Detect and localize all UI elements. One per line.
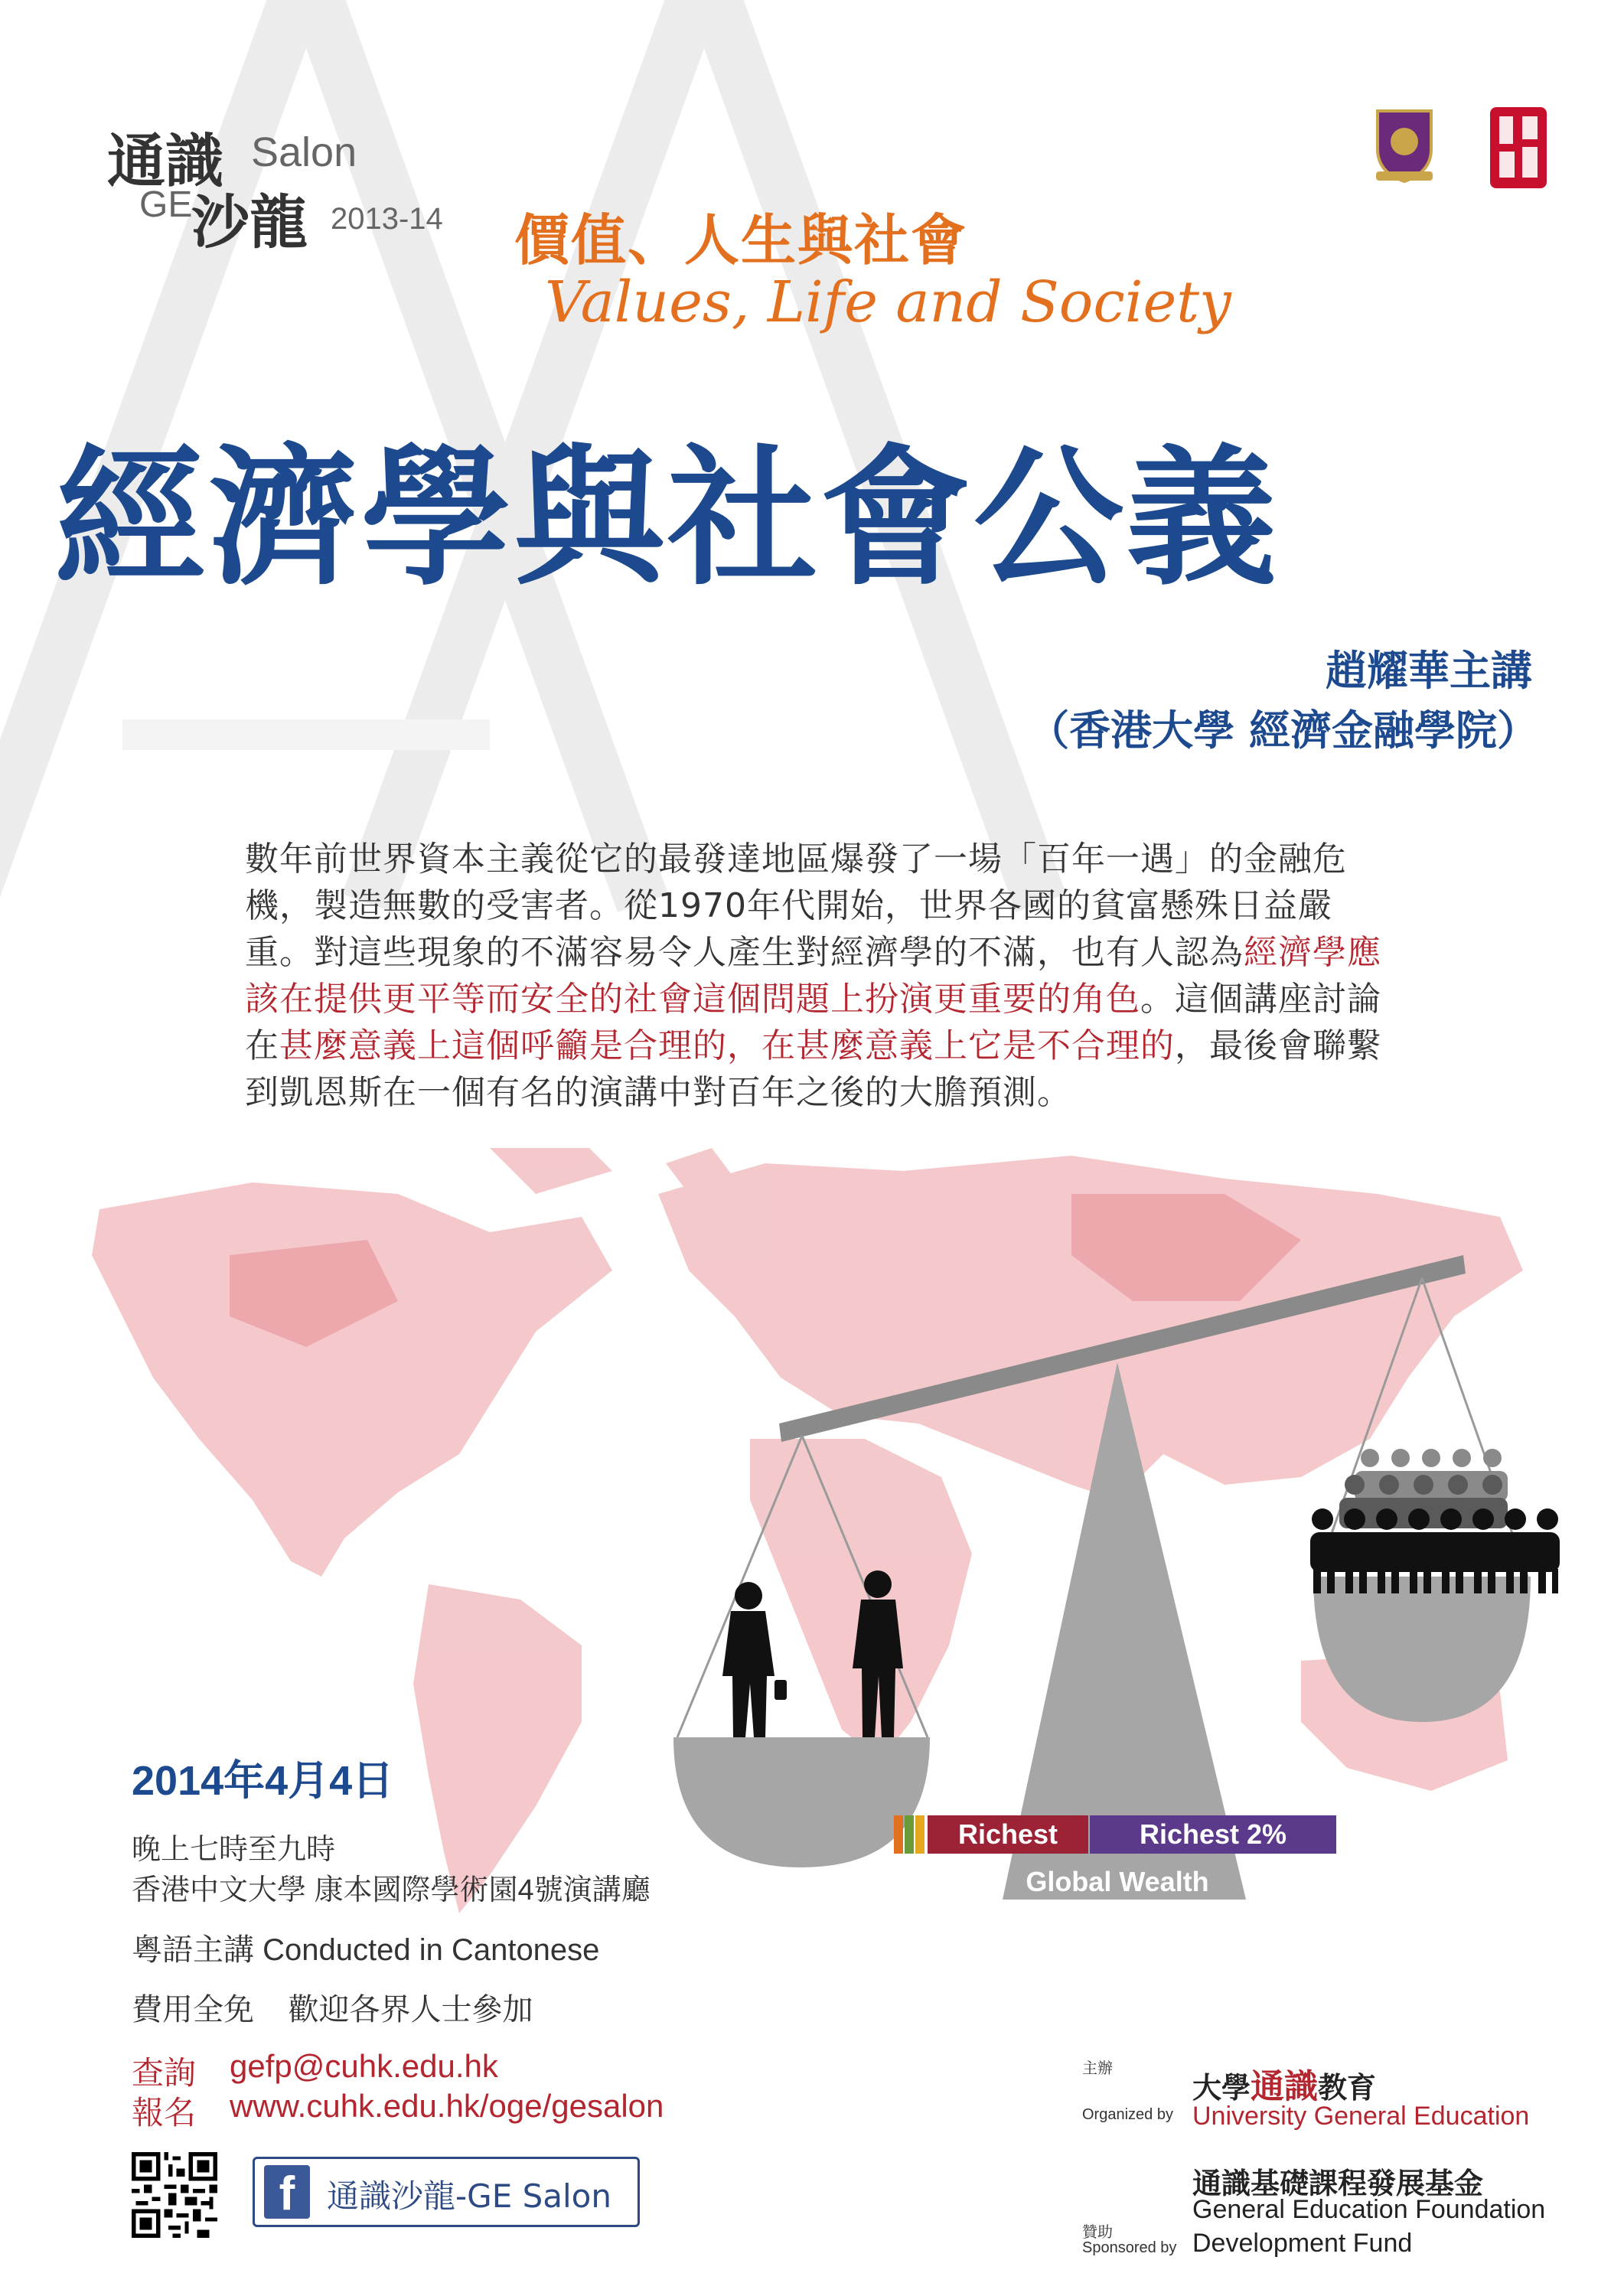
sponsor-name-en-2: Development Fund bbox=[1192, 2229, 1413, 2258]
brand-zh-top: 通識 bbox=[107, 127, 223, 195]
color-stripe bbox=[915, 1815, 925, 1854]
speaker-affiliation: （香港大學 經濟金融學院） bbox=[1028, 706, 1538, 755]
organizer-name-en: University General Education bbox=[1192, 2102, 1530, 2131]
label-richest: Richest bbox=[928, 1815, 1088, 1854]
sponsor-name-en-1: General Education Foundation bbox=[1192, 2195, 1546, 2224]
label-global-wealth: Global Wealth bbox=[1026, 1866, 1209, 1897]
seal-stamp-icon bbox=[1489, 106, 1548, 190]
sponsored-by-zh: 贊助 bbox=[1082, 2224, 1113, 2241]
organizer-zh-3: 教育 bbox=[1318, 2071, 1377, 2105]
series-title-zh: 價值、人生與社會 bbox=[514, 207, 968, 272]
brand-salon: Salon bbox=[251, 129, 357, 175]
organized-by-en: Organized by bbox=[1082, 2106, 1173, 2123]
crowd-figures bbox=[1310, 1449, 1560, 1593]
color-stripe bbox=[894, 1815, 903, 1854]
organizer-name-zh bbox=[1192, 2059, 1376, 2108]
facebook-page-link[interactable] bbox=[253, 2157, 640, 2227]
series-title-en: Values, Life and Society bbox=[545, 269, 1231, 335]
intro-text-1: 數年前世界資本主義從它的最發達地區爆發了一場「百年一遇」的金融危機，製造無數的受害者。從1970年代開始，世界各國的貧富懸殊日益嚴重。對這些現象的不滿容易令人產生對經濟學的不滿，也有人認為 bbox=[245, 840, 1347, 972]
sponsored-by-en: Sponsored by bbox=[1082, 2239, 1177, 2256]
enquiry-email-link[interactable]: gefp@cuhk.edu.hk bbox=[230, 2048, 498, 2084]
event-fee: 費用全免 歡迎各界人士參加 bbox=[132, 1993, 533, 2027]
intro-highlight-2: 甚麼意義上這個呼籲是合理的，在甚麼意義上它是不合理的 bbox=[279, 1026, 1175, 1065]
university-crest-icon bbox=[1370, 107, 1439, 184]
brand-year: 2013-14 bbox=[331, 202, 443, 236]
sponsor-name-zh: 通識基礎課程發展基金 bbox=[1192, 2167, 1484, 2200]
organized-by-zh: 主辦 bbox=[1082, 2060, 1113, 2077]
brand-zh-bottom: 沙龍 bbox=[191, 188, 308, 256]
speaker-name: 趙耀華主講 bbox=[1326, 646, 1532, 695]
scale-left-pan bbox=[673, 1737, 930, 1867]
brand-ge: GE bbox=[139, 184, 193, 225]
organizer-zh-1: 大學 bbox=[1192, 2071, 1251, 2105]
event-date: 2014年4月4日 bbox=[132, 1758, 394, 1804]
intro-paragraph bbox=[245, 836, 1393, 1116]
event-language: 粵語主講 Conducted in Cantonese bbox=[132, 1933, 600, 1967]
intro-text-3: ，最後會聯繫到凱恩斯在一個有名的演講中對百年之後的大膽預測。 bbox=[245, 1026, 1381, 1112]
register-label: 報名 bbox=[132, 2095, 197, 2131]
qr-code[interactable] bbox=[132, 2152, 217, 2238]
register-url-link[interactable]: www.cuhk.edu.hk/oge/gesalon bbox=[230, 2088, 664, 2124]
facebook-icon: f bbox=[264, 2165, 310, 2219]
color-stripe bbox=[905, 1815, 914, 1854]
label-richest-2-percent: Richest 2% bbox=[1090, 1815, 1336, 1854]
event-time: 晚上七時至九時 bbox=[132, 1834, 336, 1866]
brand-logo bbox=[107, 115, 505, 256]
organizer-zh-2: 通識 bbox=[1251, 2067, 1319, 2106]
wealth-inequality-illustration bbox=[0, 1148, 1624, 1929]
enquiry-label: 查詢 bbox=[132, 2055, 197, 2091]
event-venue: 香港中文大學 康本國際學術園4號演講廳 bbox=[132, 1874, 651, 1906]
main-title: 經濟學與社會公義 bbox=[55, 430, 1280, 606]
intro-text-2: 。這個講座討論在 bbox=[245, 980, 1381, 1065]
intro-highlight-1: 經濟學應該在提供更平等而安全的社會這個問題上扮演更重要的角色 bbox=[245, 933, 1381, 1019]
facebook-label: 通識沙龍-GE Salon bbox=[327, 2177, 611, 2215]
